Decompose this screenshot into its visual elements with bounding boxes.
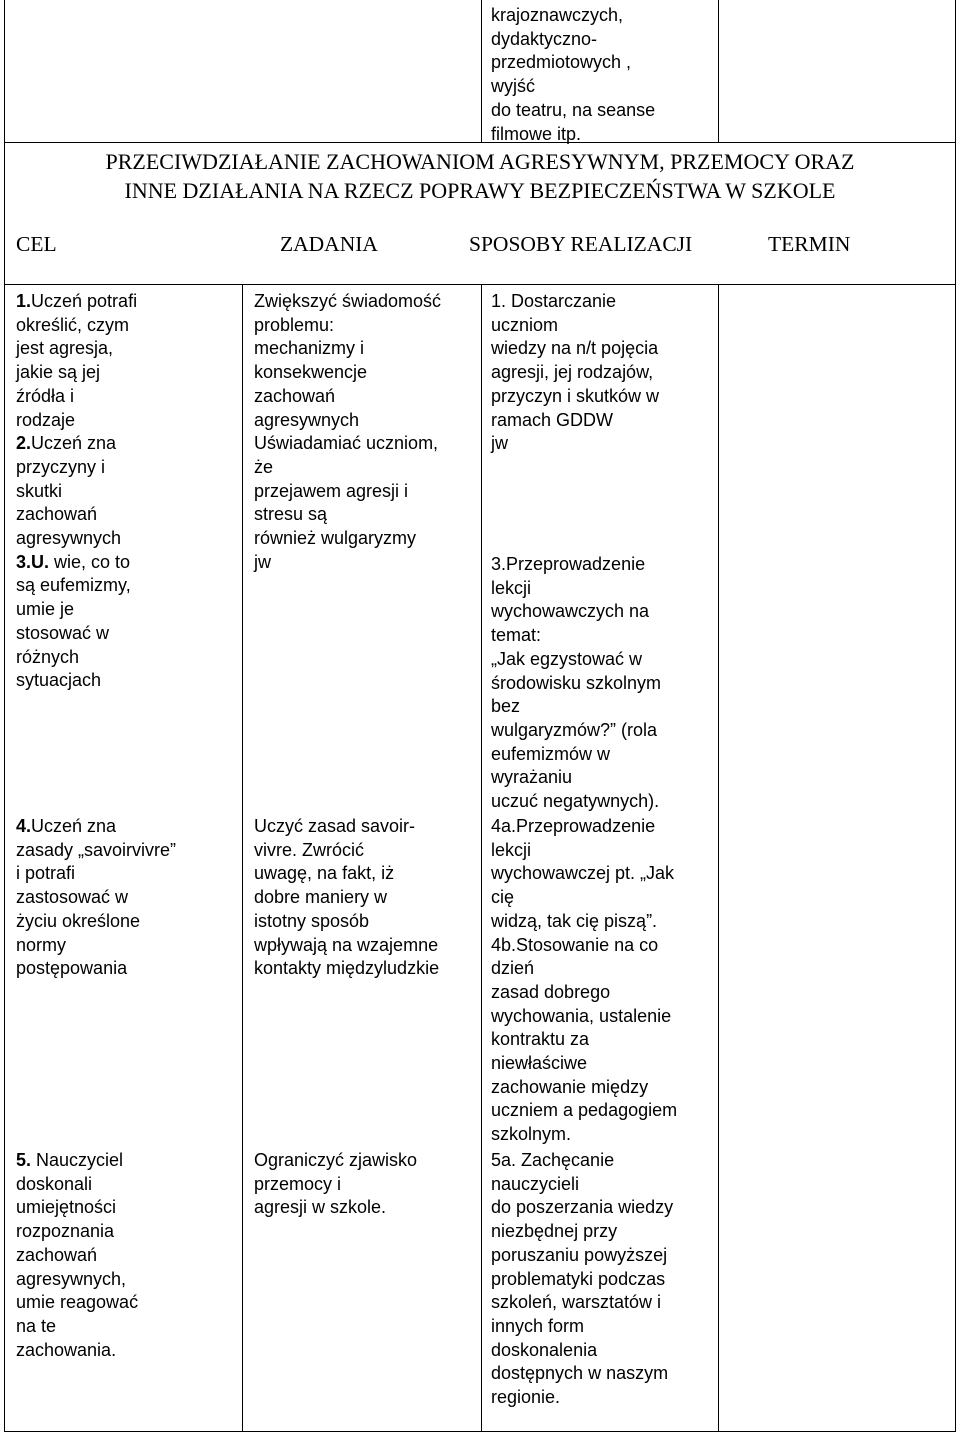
task-2: Uczyć zasad savoir- vivre. Zwrócić uwagę, na fakt, iż dobre maniery w istotny sposób wpływają na wzajemne kontakty międzyludzkie xyxy=(254,816,440,979)
method-3: 3.Przeprowadzenie lekcji wychowawczych na temat: „Jak egzystować w środowisku szkolnym bez wulgaryzmów?” (rola eufemizmów w wyrażaniu uczuć negatywnych). xyxy=(491,554,662,812)
divider xyxy=(4,284,956,285)
top-cell-text: krajoznawczych, dydaktyczno- przedmiotowych , wyjść do teatru, na seanse filmowe itp. xyxy=(491,5,656,144)
divider xyxy=(242,284,243,1432)
divider xyxy=(718,0,719,142)
table-frame xyxy=(4,0,956,1432)
goal-4: 4.Uczeń zna zasady „savoirvivre” i potrafi zastosować w życiu określone normy postępowania xyxy=(16,816,177,979)
method-4: 4a.Przeprowadzenie lekcji wychowawczej pt. „Jak cię widzą, tak cię piszą”. 4b.Stosowanie na co dzień zasad dobrego wychowania, ustalenie kontraktu za niewłaściwe zachowanie między uczniem a pedagogiem szkolnym. xyxy=(491,816,678,1145)
method-5: 5a. Zachęcanie nauczycieli do poszerzania wiedzy niezbędnej przy poruszaniu powyższej problematyki podczas szkoleń, warsztatów i innych form doskonalenia dostępnych w naszym regionie. xyxy=(491,1150,674,1408)
header-sposoby: SPOSOBY REALIZACJI xyxy=(469,232,693,256)
header-termin: TERMIN xyxy=(768,232,851,256)
goal-1: 1.Uczeń potrafi określić, czym jest agresja, jakie są jej źródła i rodzaje 2.Uczeń zna przyczyny i skutki zachowań agresywnych 3.U. wie, co to są eufemizmy, umie je stosować w różnych sytuacjach xyxy=(16,291,138,691)
task-3: Ograniczyć zjawisko przemocy i agresji w szkole. xyxy=(254,1150,418,1218)
divider xyxy=(481,0,482,142)
header-zadania: ZADANIA xyxy=(280,232,378,256)
goal-5: 5. Nauczyciel doskonali umiejętności rozpoznania zachowań agresywnych, umie reagować na te zachowania. xyxy=(16,1150,139,1360)
header-cel: CEL xyxy=(16,232,57,256)
section-title-line1: PRZECIWDZIAŁANIE ZACHOWANIOM AGRESYWNYM, PRZEMOCY ORAZ xyxy=(105,149,855,174)
section-title-line2: INNE DZIAŁANIA NA RZECZ POPRAWY BEZPIECZEŃSTWA W SZKOLE xyxy=(124,178,836,203)
divider xyxy=(4,142,956,143)
divider xyxy=(481,284,482,1432)
task-1: Zwiększyć świadomość problemu: mechanizmy i konsekwencje zachowań agresywnych Uświadamiać uczniom, że przejawem agresji i stresu są również wulgaryzmy jw xyxy=(254,291,442,572)
method-1: 1. Dostarczanie uczniom wiedzy na n/t pojęcia agresji, jej rodzajów, przyczyn i skutków w ramach GDDW jw xyxy=(491,291,660,454)
divider xyxy=(718,284,719,1432)
